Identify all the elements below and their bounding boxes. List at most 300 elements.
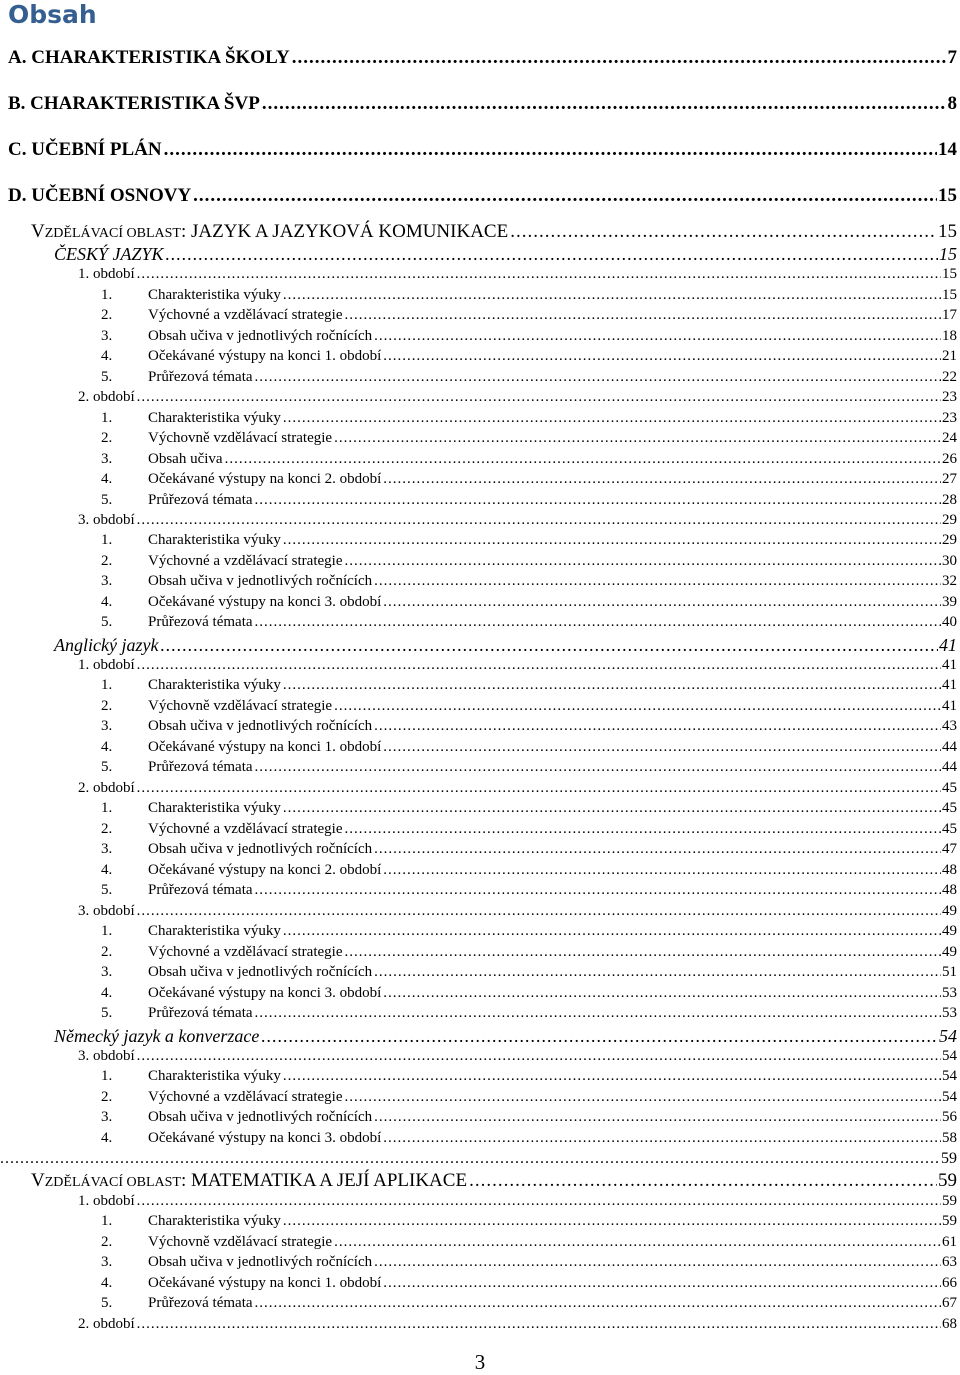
toc-entry-text: Německý jazyk a konverzace	[54, 1026, 260, 1046]
toc-entry-number: 2.	[101, 944, 113, 960]
toc-entry-title	[101, 800, 281, 817]
toc-leader-dots	[137, 657, 941, 674]
toc-entry-title	[101, 573, 372, 590]
toc-entry-title	[78, 389, 135, 406]
toc-leader-dots	[137, 780, 941, 797]
toc-entry-number: 1.	[101, 410, 113, 426]
toc-entry-text: 3. období	[78, 903, 135, 919]
toc-entry[interactable]	[101, 718, 957, 735]
toc-entry-text: Charakteristika výuky	[148, 410, 281, 426]
toc-entry-text: Průřezová témata	[148, 1295, 253, 1311]
toc-entry-number: 5.	[101, 759, 113, 775]
toc-entry[interactable]	[101, 492, 957, 509]
toc-entry-page: 53	[942, 985, 957, 1001]
toc-entry-text: Výchovně vzdělávací strategie	[148, 698, 333, 714]
toc-entry-page: 39	[942, 594, 957, 610]
toc-entry-text: Výchovně vzdělávací strategie	[148, 1234, 333, 1250]
toc-entry[interactable]	[31, 1170, 957, 1192]
toc-entry-page: 26	[942, 451, 957, 467]
toc-entry-text: B. CHARAKTERISTIKA ŠVP	[8, 93, 260, 114]
toc-entry-number: 1.	[101, 1213, 113, 1229]
toc-entry-number: 1.	[101, 800, 113, 816]
toc-entry-page: 48	[942, 882, 957, 898]
toc-leader-dots	[283, 287, 941, 304]
toc-entry-page: 18	[942, 328, 957, 344]
toc-entry[interactable]	[101, 307, 957, 324]
toc-leader-dots	[193, 185, 937, 207]
toc-entry[interactable]	[101, 614, 957, 631]
toc-entry[interactable]	[31, 221, 957, 243]
toc-leader-dots	[383, 739, 941, 756]
toc-entry-page: 17	[942, 307, 957, 323]
toc-entry-title	[101, 739, 381, 756]
toc-entry[interactable]	[101, 553, 957, 570]
toc-entry-title	[101, 923, 281, 940]
toc-leader-dots	[225, 451, 941, 468]
toc-leader-dots	[255, 614, 941, 631]
toc-entry[interactable]	[101, 1213, 957, 1230]
toc-entry-title-initial: V	[31, 221, 45, 242]
toc-entry-page: 59	[942, 1213, 957, 1229]
toc-entry-number: 4.	[101, 1130, 113, 1146]
toc-entry-title	[78, 657, 135, 674]
toc-leader-dots	[137, 512, 941, 529]
toc-leader-dots	[255, 759, 941, 776]
toc-entry-page: 49	[942, 944, 957, 960]
toc-entry-text: Obsah učiva v jednotlivých ročnících	[148, 328, 373, 344]
toc-entry-page: 51	[942, 964, 957, 980]
toc-entry-number: 3.	[101, 328, 113, 344]
toc-entry-page: 66	[942, 1275, 957, 1291]
toc-entry-title	[54, 1026, 259, 1047]
toc-entry-text: C. UČEBNÍ PLÁN	[8, 139, 162, 160]
toc-entry-title	[101, 1005, 253, 1022]
toc-entry-page: 54	[939, 1026, 957, 1046]
toc-entry-text: 2. období	[78, 780, 135, 796]
toc-entry[interactable]	[101, 287, 957, 304]
toc-leader-dots	[383, 348, 941, 365]
toc-entry-number: 3.	[101, 451, 113, 467]
toc-entry[interactable]	[78, 389, 957, 406]
toc-entry[interactable]	[101, 698, 957, 715]
toc-entry-title-smallcaps: ZDĚLÁVACÍ OBLAST	[44, 226, 181, 241]
toc-leader-dots	[345, 1089, 942, 1106]
toc-leader-dots	[510, 221, 937, 243]
toc-leader-dots	[137, 1193, 941, 1210]
toc-entry[interactable]	[101, 985, 957, 1002]
toc-entry[interactable]	[78, 512, 957, 529]
toc-entry-number: 4.	[101, 1275, 113, 1291]
toc-leader-dots	[261, 1026, 938, 1047]
toc-entry-text: Výchovné a vzdělávací strategie	[148, 944, 343, 960]
toc-entry[interactable]	[101, 923, 957, 940]
toc-entry-title	[78, 512, 135, 529]
toc-entry-page: 59	[938, 1170, 957, 1191]
toc-entry-text: Očekávané výstupy na konci 3. období	[148, 594, 382, 610]
toc-entry-page: 27	[942, 471, 957, 487]
toc-leader-dots	[137, 266, 941, 283]
toc-entry-number: 5.	[101, 882, 113, 898]
toc-entry-number: 3.	[101, 718, 113, 734]
toc-entry-page: 14	[938, 139, 957, 160]
toc-entry-page: 21	[942, 348, 957, 364]
toc-leader-dots	[374, 718, 941, 735]
toc-entry[interactable]	[78, 1316, 957, 1333]
toc-entry[interactable]	[78, 780, 957, 797]
toc-entry-page: 56	[942, 1109, 957, 1125]
toc-leader-dots	[345, 553, 942, 570]
toc-leader-dots	[383, 471, 941, 488]
toc-entry-title	[8, 185, 191, 207]
toc-entry-text: Očekávané výstupy na konci 1. období	[148, 348, 382, 364]
toc-entry-title	[101, 1275, 381, 1292]
toc-entry-page: 7	[947, 47, 957, 68]
toc-entry[interactable]	[101, 451, 957, 468]
toc-entry-title	[101, 594, 381, 611]
toc-entry[interactable]	[0, 1150, 957, 1168]
toc-entry[interactable]	[54, 244, 957, 265]
toc-entry-page: 61	[942, 1234, 957, 1250]
toc-entry[interactable]	[78, 657, 957, 674]
toc-entry-page: 44	[942, 759, 957, 775]
toc-entry-title	[101, 1130, 381, 1147]
toc-entry[interactable]	[101, 573, 957, 590]
toc-leader-dots	[137, 1316, 941, 1333]
toc-entry-page: 15	[938, 221, 957, 242]
toc-entry-number: 2.	[101, 698, 113, 714]
toc-entry-page: 24	[942, 430, 957, 446]
toc-leader-dots	[383, 985, 941, 1002]
toc-entry[interactable]	[8, 139, 957, 161]
toc-entry[interactable]	[8, 185, 957, 207]
toc-leader-dots	[255, 492, 941, 509]
toc-entry-title	[101, 821, 343, 838]
toc-entry-text: Charakteristika výuky	[148, 1213, 281, 1229]
toc-entry-text: Průřezová témata	[148, 369, 253, 385]
toc-entry[interactable]	[101, 964, 957, 981]
toc-entry-page: 54	[942, 1089, 957, 1105]
toc-leader-dots	[374, 1109, 941, 1126]
toc-leader-dots	[374, 1254, 941, 1271]
toc-entry-title	[8, 93, 260, 115]
toc-leader-dots	[255, 882, 941, 899]
toc-entry-text: Charakteristika výuky	[148, 1068, 281, 1084]
toc-entry-text: 2. období	[78, 389, 135, 405]
toc-entry-text: 1. období	[78, 266, 135, 282]
toc-entry-title	[8, 47, 290, 69]
toc-entry-number: 5.	[101, 1295, 113, 1311]
toc-entry-title-rest: : JAZYK A JAZYKOVÁ KOMUNIKACE	[180, 221, 509, 242]
toc-entry-text: Obsah učiva	[148, 451, 223, 467]
toc-entry-text: Anglický jazyk	[54, 635, 159, 655]
toc-entry[interactable]	[8, 93, 957, 115]
toc-entry-text: Obsah učiva v jednotlivých ročnících	[148, 964, 373, 980]
toc-entry-number: 4.	[101, 985, 113, 1001]
toc-entry-title-initial: V	[31, 1170, 45, 1191]
toc-entry-title	[101, 1109, 372, 1126]
toc-entry-page: 41	[942, 698, 957, 714]
toc-entry[interactable]	[101, 471, 957, 488]
toc-leader-dots	[262, 93, 947, 115]
toc-leader-dots	[283, 1213, 941, 1230]
toc-entry-title	[54, 244, 164, 265]
toc-entry-title	[101, 1234, 332, 1251]
toc-entry-title	[101, 964, 372, 981]
toc-entry-text: 1. období	[78, 1193, 135, 1209]
toc-entry[interactable]	[101, 677, 957, 694]
toc-entry[interactable]	[101, 532, 957, 549]
toc-entry-title	[78, 266, 135, 283]
toc-leader-dots	[345, 307, 942, 324]
toc-entry-title	[101, 410, 281, 427]
toc-entry-title	[101, 553, 343, 570]
toc-entry[interactable]	[101, 1275, 957, 1292]
toc-leader-dots	[283, 677, 941, 694]
toc-entry-title	[101, 862, 381, 879]
toc-entry[interactable]	[101, 594, 957, 611]
toc-entry-title	[101, 287, 281, 304]
toc-entry[interactable]	[101, 821, 957, 838]
toc-entry-text: Výchovné a vzdělávací strategie	[148, 307, 343, 323]
toc-entry-number: 1.	[101, 1068, 113, 1084]
toc-entry-number: 1.	[101, 677, 113, 693]
toc-leader-dots	[334, 430, 941, 447]
toc-leader-dots	[255, 1005, 941, 1022]
toc-entry-text: 3. období	[78, 512, 135, 528]
toc-entry-text: A. CHARAKTERISTIKA ŠKOLY	[8, 47, 290, 68]
toc-leader-dots	[374, 964, 941, 981]
toc-entry-page: 45	[942, 800, 957, 816]
toc-entry-number: 4.	[101, 594, 113, 610]
toc-leader-dots	[283, 800, 941, 817]
toc-entry-page: 43	[942, 718, 957, 734]
toc-entry-title	[101, 328, 372, 345]
toc-entry-text: Charakteristika výuky	[148, 677, 281, 693]
toc-entry-title-smallcaps: ZDĚLÁVACÍ OBLAST	[44, 1175, 181, 1190]
toc-leader-dots	[383, 594, 941, 611]
toc-entry-page: 63	[942, 1254, 957, 1270]
toc-leader-dots	[374, 573, 941, 590]
toc-entry-number: 3.	[101, 964, 113, 980]
toc-entry-text: Charakteristika výuky	[148, 532, 281, 548]
toc-entry-page: 41	[942, 657, 957, 673]
toc-entry[interactable]	[101, 862, 957, 879]
toc-entry-page: 53	[942, 1005, 957, 1021]
toc-entry-title	[101, 307, 343, 324]
toc-entry-title	[101, 451, 223, 468]
toc-entry-text: Průřezová témata	[148, 759, 253, 775]
toc-leader-dots	[164, 139, 937, 161]
toc-entry[interactable]	[101, 1234, 957, 1251]
toc-entry-title	[101, 1089, 343, 1106]
toc-entry-title	[101, 841, 372, 858]
toc-entry-page: 32	[942, 573, 957, 589]
toc-entry-title	[78, 1048, 135, 1065]
toc-entry-number: 2.	[101, 1234, 113, 1250]
toc-entry-page: 15	[942, 266, 957, 282]
toc-entry[interactable]	[101, 1005, 957, 1022]
toc-entry-text: D. UČEBNÍ OSNOVY	[8, 185, 192, 206]
toc-entry[interactable]	[101, 1130, 957, 1147]
toc-entry[interactable]	[78, 903, 957, 920]
toc-entry-text: Průřezová témata	[148, 1005, 253, 1021]
toc-leader-dots	[383, 1130, 941, 1147]
toc-leader-dots	[255, 1295, 941, 1312]
toc-entry-page: 41	[942, 677, 957, 693]
toc-entry-text: 1. období	[78, 657, 135, 673]
toc-entry-title	[78, 1193, 135, 1210]
toc-leader-dots	[0, 1150, 940, 1168]
toc-entry-page: 23	[942, 389, 957, 405]
toc-entry-page: 15	[942, 287, 957, 303]
toc-entry-number: 3.	[101, 1109, 113, 1125]
toc-entry-page: 15	[938, 185, 957, 206]
toc-entry-title	[101, 759, 253, 776]
toc-entry-title	[8, 139, 162, 161]
toc-entry[interactable]	[101, 944, 957, 961]
toc-entry-text: Průřezová témata	[148, 492, 253, 508]
toc-entry-page: 54	[942, 1068, 957, 1084]
toc-entry[interactable]	[101, 800, 957, 817]
toc-entry-text: Očekávané výstupy na konci 3. období	[148, 1130, 382, 1146]
toc-leader-dots	[283, 923, 941, 940]
toc-entry[interactable]	[101, 1109, 957, 1126]
toc-leader-dots	[383, 862, 941, 879]
toc-entry-page: 49	[942, 923, 957, 939]
toc-leader-dots	[334, 1234, 941, 1251]
toc-entry[interactable]	[101, 882, 957, 899]
toc-entry-title	[101, 882, 253, 899]
toc-entry-number: 2.	[101, 430, 113, 446]
toc-entry-title	[101, 985, 381, 1002]
toc-entry-title	[101, 1213, 281, 1230]
toc-leader-dots	[334, 698, 941, 715]
toc-entry[interactable]	[101, 328, 957, 345]
toc-entry[interactable]	[101, 1068, 957, 1085]
toc-entry-number: 2.	[101, 307, 113, 323]
toc-leader-dots	[160, 635, 938, 656]
toc-entry-text: ČESKÝ JAZYK	[54, 244, 164, 264]
toc-entry-page: 28	[942, 492, 957, 508]
toc-entry-number: 4.	[101, 348, 113, 364]
toc-entry-text: 3. období	[78, 1048, 135, 1064]
toc-entry-number: 4.	[101, 862, 113, 878]
toc-entry-title	[54, 635, 158, 656]
toc-entry[interactable]	[101, 430, 957, 447]
toc-entry-page: 30	[942, 553, 957, 569]
toc-entry-page: 48	[942, 862, 957, 878]
toc-entry[interactable]	[78, 266, 957, 283]
page-title: Obsah	[8, 0, 97, 29]
toc-entry-page: 8	[947, 93, 957, 114]
toc-entry-title	[78, 903, 135, 920]
toc-entry-title	[78, 1316, 135, 1333]
toc-entry[interactable]	[101, 841, 957, 858]
toc-entry[interactable]	[101, 1254, 957, 1271]
toc-entry[interactable]	[54, 635, 957, 656]
toc-entry-text: Výchovné a vzdělávací strategie	[148, 1089, 343, 1105]
toc-entry-text: Charakteristika výuky	[148, 800, 281, 816]
toc-entry-text: Očekávané výstupy na konci 1. období	[148, 739, 382, 755]
toc-entry-page: 44	[942, 739, 957, 755]
toc-entry-title	[31, 1170, 467, 1192]
toc-leader-dots	[137, 903, 941, 920]
toc-entry-page: 40	[942, 614, 957, 630]
toc-entry-text: Očekávané výstupy na konci 2. období	[148, 471, 382, 487]
toc-entry-number: 3.	[101, 1254, 113, 1270]
toc-entry-title	[31, 221, 508, 243]
toc-entry-page: 41	[939, 635, 957, 655]
toc-entry-page: 67	[942, 1295, 957, 1311]
toc-entry-title	[101, 532, 281, 549]
toc-leader-dots	[283, 532, 941, 549]
toc-entry[interactable]	[8, 47, 957, 69]
toc-entry-title-rest: : MATEMATIKA A JEJÍ APLIKACE	[180, 1170, 468, 1191]
toc-entry[interactable]	[101, 759, 957, 776]
toc-entry-number: 3.	[101, 841, 113, 857]
toc-entry[interactable]	[101, 739, 957, 756]
toc-entry-title	[101, 718, 372, 735]
toc-entry-title	[101, 944, 343, 961]
toc-entry-text: Očekávané výstupy na konci 1. období	[148, 1275, 382, 1291]
toc-entry[interactable]	[101, 1089, 957, 1106]
toc-entry-number: 4.	[101, 739, 113, 755]
toc-entry-text: Obsah učiva v jednotlivých ročnících	[148, 573, 373, 589]
toc-entry-number: 2.	[101, 553, 113, 569]
toc-entry[interactable]	[54, 1026, 957, 1047]
toc-entry[interactable]	[101, 369, 957, 386]
toc-entry-page: 49	[942, 903, 957, 919]
toc-entry-text: Obsah učiva v jednotlivých ročnících	[148, 1254, 373, 1270]
toc-entry[interactable]	[78, 1048, 957, 1065]
toc-entry[interactable]	[101, 1295, 957, 1312]
toc-leader-dots	[283, 410, 941, 427]
toc-leader-dots	[469, 1170, 937, 1192]
toc-entry-text: Průřezová témata	[148, 882, 253, 898]
toc-leader-dots	[374, 328, 941, 345]
toc-entry-title	[101, 698, 332, 715]
toc-entry-text: Výchovné a vzdělávací strategie	[148, 821, 343, 837]
toc-entry-number: 1.	[101, 287, 113, 303]
toc-entry-title	[101, 430, 332, 447]
toc-entry-number: 3.	[101, 573, 113, 589]
toc-entry-number: 2.	[101, 1089, 113, 1105]
toc-entry-title	[101, 471, 381, 488]
toc-leader-dots	[283, 1068, 941, 1085]
toc-entry-title	[101, 677, 281, 694]
toc-entry-number: 1.	[101, 532, 113, 548]
toc-entry-page: 45	[942, 821, 957, 837]
toc-entry-text: Obsah učiva v jednotlivých ročnících	[148, 1109, 373, 1125]
toc-entry-title	[101, 1295, 253, 1312]
toc-entry-title	[101, 348, 381, 365]
toc-leader-dots	[255, 369, 941, 386]
toc-entry-number: 5.	[101, 492, 113, 508]
toc-entry-text: Očekávané výstupy na konci 3. období	[148, 985, 382, 1001]
toc-entry-text: Očekávané výstupy na konci 2. období	[148, 862, 382, 878]
toc-entry-page: 45	[942, 780, 957, 796]
toc-entry[interactable]	[101, 348, 957, 365]
toc-entry-number: 1.	[101, 923, 113, 939]
toc-entry-number: 2.	[101, 821, 113, 837]
toc-entry-text: Výchovně vzdělávací strategie	[148, 430, 333, 446]
toc-entry[interactable]	[78, 1193, 957, 1210]
toc-entry-page: 22	[942, 369, 957, 385]
toc-leader-dots	[374, 841, 941, 858]
toc-entry-title	[101, 1068, 281, 1085]
toc-entry-page: 54	[942, 1048, 957, 1064]
toc-entry[interactable]	[101, 410, 957, 427]
